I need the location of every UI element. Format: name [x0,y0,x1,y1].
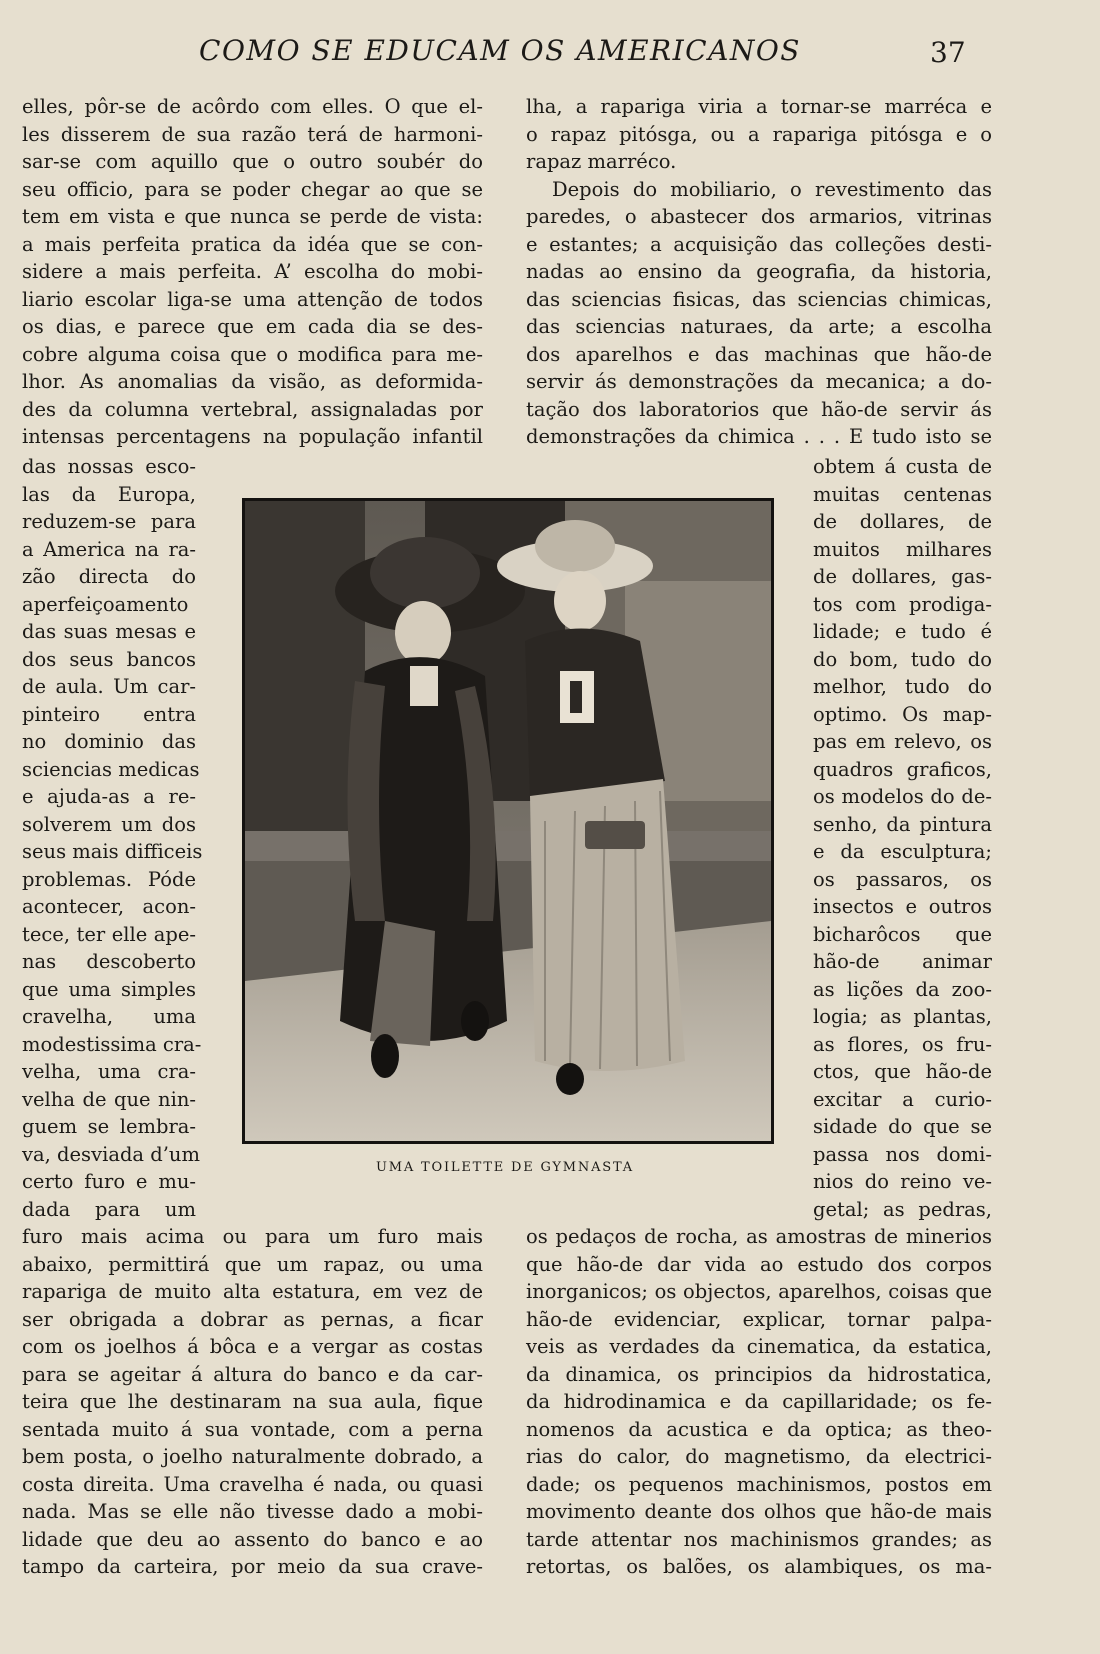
text-line: insectos e outros [813,895,992,918]
text-line: dade; os pequenos machinismos, postos em [526,1472,992,1496]
photo-caption: UMA TOILETTE DE GYMNASTA [376,1160,634,1175]
text-line: os passaros, os [813,867,992,891]
text-line: dos seus bancos [22,647,196,671]
text-line: os modelos do de- [813,785,992,808]
text-line: lidade que deu ao assento do banco e ao [22,1527,483,1551]
text-line: seus mais difficeis [22,840,203,863]
text-line: melhor, tudo do [813,675,992,698]
two-women-photograph [245,501,771,1141]
text-line: costa direita. Uma cravelha é nada, ou quasi [22,1472,483,1496]
text-line: dada para um [22,1197,196,1221]
text-line: bicharôcos que [813,922,992,946]
text-line: problemas. Póde [22,867,196,891]
text-line: quadros graficos, [813,757,992,781]
text-line: as flores, os fru- [813,1032,992,1056]
text-line: elles, pôr-se de acôrdo com elles. O que el- [22,95,483,118]
text-line: de aula. Um car- [22,675,196,698]
text-line: muitas centenas [813,482,992,506]
text-line: para se ageitar á altura do banco e da car- [22,1362,483,1386]
text-line: modestissima cra- [22,1032,202,1056]
text-line: tece, ter elle ape- [22,922,196,946]
text-line: las da Europa, [22,482,196,506]
text-line: retortas, os balões, os alambiques, os ma- [526,1555,992,1578]
text-line: velha, uma cra- [22,1060,196,1083]
text-line: liario escolar liga-se uma attenção de todos [22,287,483,311]
text-line: ser obrigada a dobrar as pernas, a ficar [22,1307,483,1331]
text-line: rapaz marréco. [526,150,677,173]
text-line: cravelha, uma [22,1005,196,1028]
page-header [0,30,1100,70]
text-line: das nossas esco- [22,455,196,478]
text-line: nada. Mas se elle não tivesse dado a mobi- [22,1500,483,1523]
text-line: solverem um dos [22,812,196,836]
text-line: acontecer, acon- [22,895,196,918]
text-line: guem se lembra- [22,1115,196,1138]
text-line: zão directa do [22,565,196,588]
text-line: o rapaz pitósga, ou a rapariga pitósga e o [526,122,992,146]
photograph-frame [242,498,774,1144]
text-line: tos com prodiga- [813,592,992,616]
text-line: passa nos domi- [813,1142,992,1166]
text-line: paredes, o abastecer dos armarios, vitrinas [526,205,992,228]
text-line: os dias, e parece que em cada dia se des- [22,315,483,338]
text-line: a mais perfeita pratica da idéa que se con- [22,232,483,256]
text-line: lhor. As anomalias da visão, as deformida- [22,370,483,393]
text-line: pas em relevo, os [813,730,992,753]
text-line: tação dos laboratorios que hão-de servir ás [526,397,992,421]
text-line: de dollares, gas- [813,565,992,588]
text-line: rias do calor, do magnetismo, da electrici- [526,1445,992,1468]
text-line: aperfeiçoamento [22,592,189,616]
text-line: tampo da carteira, por meio da sua crave- [22,1555,483,1578]
text-line: certo furo e mu- [22,1170,196,1193]
text-line: sidere a mais perfeita. A’ escolha do mobi- [22,260,483,283]
text-line: sar-se com aquillo que o outro soubér do [22,150,483,173]
text-line: hão-de animar [813,950,992,973]
text-line: sciencias medicas [22,757,200,781]
text-line: furo mais acima ou para um furo mais [22,1225,483,1248]
page-number: 37 [930,36,966,69]
text-line: teira que lhe destinaram na sua aula, fique [22,1390,483,1413]
text-line: va, desviada d’um [22,1142,200,1166]
text-line: e ajuda-as a re- [22,785,196,808]
text-line: Depois do mobiliario, o revestimento das [552,177,992,201]
text-line: inorganicos; os objectos, aparelhos, coisas que [526,1280,992,1303]
text-line: demonstrações da chimica . . . E tudo isto se [526,425,992,448]
text-line: reduzem-se para [22,510,196,533]
text-line: nadas ao ensino da geografia, da historia, [526,260,992,283]
text-line: tem em vista e que nunca se perde de vista: [22,205,483,228]
text-line: da dinamica, os principios da hidrostatica, [526,1362,992,1386]
text-line: senho, da pintura [813,812,992,836]
text-line: das sciencias fisicas, das sciencias chimicas, [526,287,992,311]
text-line: tarde attentar nos machinismos grandes; as [526,1527,992,1551]
text-line: de dollares, de [813,510,992,533]
text-line: sidade do que se [813,1115,992,1138]
text-line: do bom, tudo do [813,647,992,671]
text-line: nomenos da acustica e da optica; as theo- [526,1417,992,1441]
text-line: das suas mesas e [22,620,196,643]
text-line: movimento deante dos olhos que hão-de mais [526,1500,992,1523]
text-line: hão-de evidenciar, explicar, tornar palpa- [526,1307,992,1331]
text-line: obtem á custa de [813,455,992,478]
text-line: logia; as plantas, [813,1005,992,1028]
text-line: cobre alguma coisa que o modifica para me- [22,342,483,366]
text-line: nios do reino ve- [813,1170,992,1193]
text-line: bem posta, o joelho naturalmente dobrado, a [22,1445,483,1468]
text-line: as lições da zoo- [813,977,992,1001]
text-line: os pedaços de rocha, as amostras de minerios [526,1225,992,1248]
text-line: excitar a curio- [813,1087,992,1111]
text-line: das sciencias naturaes, da arte; a escolha [526,315,992,338]
text-line: da hidrodinamica e da capillaridade; os fe- [526,1390,992,1413]
text-line: optimo. Os map- [813,702,992,726]
text-line: les disserem de sua razão terá de harmoni- [22,122,483,146]
text-line: rapariga de muito alta estatura, em vez de [22,1280,483,1303]
text-line: ctos, que hão-de [813,1060,992,1083]
text-line: intensas percentagens na população infantil [22,425,483,448]
text-line: seu officio, para se poder chegar ao que se [22,177,483,201]
text-line: dos aparelhos e das machinas que hão-de [526,342,992,366]
text-line: e da esculptura; [813,840,992,863]
text-line: abaixo, permittirá que um rapaz, ou uma [22,1252,483,1276]
text-line: velha de que nin- [22,1087,196,1111]
text-line: que uma simples [22,977,196,1001]
text-line: lidade; e tudo é [813,620,992,643]
text-line: servir ás demonstrações da mecanica; a do- [526,370,992,393]
text-line: que hão-de dar vida ao estudo dos corpos [526,1252,992,1276]
text-line: a America na ra- [22,537,196,561]
text-line: nas descoberto [22,950,196,973]
text-line: no dominio das [22,730,196,753]
text-line: des da columna vertebral, assignaladas por [22,397,483,421]
text-line: com os joelhos á bôca e a vergar as costas [22,1335,483,1358]
text-line: pinteiro entra [22,702,196,726]
text-line: sentada muito á sua vontade, com a perna [22,1417,483,1441]
text-line: e estantes; a acquisição das colleções desti- [526,232,992,256]
running-title: COMO SE EDUCAM OS AMERICANOS [199,34,801,67]
text-line: veis as verdades da cinematica, da estatica, [526,1335,992,1358]
text-line: getal; as pedras, [813,1197,992,1221]
text-line: muitos milhares [813,537,992,561]
text-line: lha, a rapariga viria a tornar-se marréca e [526,95,992,118]
